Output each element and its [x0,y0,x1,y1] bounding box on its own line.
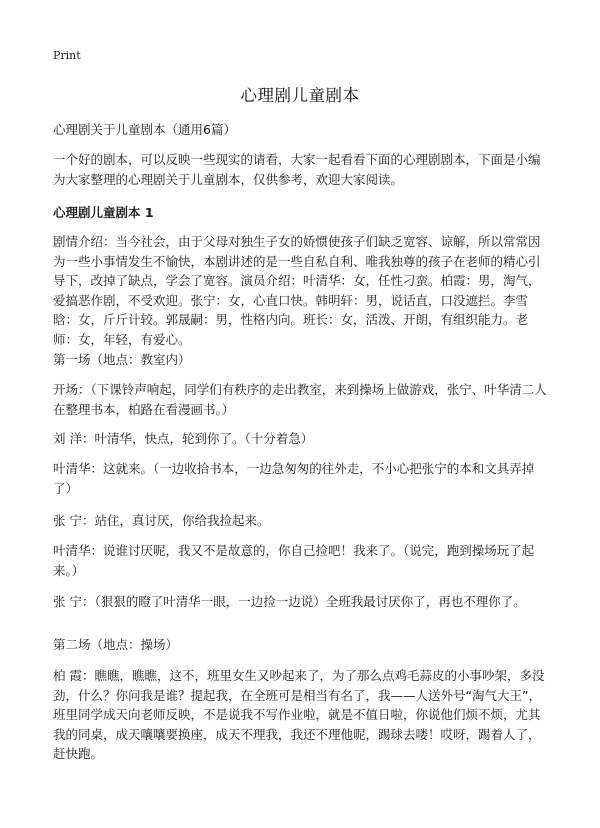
page-title: 心理剧儿童剧本 [240,86,360,105]
document-subtitle: 心理剧关于儿童剧本（通用6篇） [53,122,236,137]
dialogue-line-bai: 柏 霞：瞧瞧，瞧瞧，这不，班里女生又吵起来了，为了那么点鸡毛蒜皮的小事吵架，多没劲，什么？你问我是谁？提起我，在全班可是相当有名了，我——人送外号“淘气大王”，班里同学成天向老师反映，不是说我不写作业啦，就是不值日啦，你说他们烦不烦，尤其我的同桌，成天嚷嚷要换座，成天不理我，我还不理他呢，踢球去喽！哎呀，踢着人了，赶快跑。 [53,668,545,761]
plot-intro-paragraph: 剧情介绍：当今社会，由于父母对独生子女的娇惯使孩子们缺乏宽容、谅解，所以常常因为一些小事情发生不愉快，本剧讲述的是一些自私自利、唯我独尊的孩子在老师的精心引导下，改掉了缺点，学会了宽容。演员介绍：叶清华：女，任性刁蛮。柏霞：男，淘气，爱搞恶作剧，不受欢迎。张宁：女，心直口快。韩明轩：男，说话直，口没遮拦。李雪晗：女，斤斤计较。郭晟嗣：男，性格内向。班长：女，活泼、开朗，有组织能力。老师：女，年轻，有爱心。 [53,234,541,347]
dialogue-line-liu: 刘 洋：叶清华，快点，轮到你了。（十分着急） [53,431,314,446]
print-link[interactable]: Print [53,49,81,62]
scene1-opening: 开场：（下课铃声响起，同学们有秩序的走出教室，来到操场上做游戏，张宁、叶华清二人在整理书本，柏路在看漫画书。） [53,382,547,417]
scene2-heading: 第二场（地点：操场） [53,637,179,652]
dialogue-line-ye-2: 叶清华：说谁讨厌呢，我又不是故意的，你自己捡吧！我来了。（说完，跑到操场玩了起来。） [53,543,535,578]
dialogue-line-ye-1: 叶清华：这就来。（一边收拾书本，一边急匆匆的往外走，不小心把张宁的本和文具弄掉了） [53,461,535,496]
dialogue-line-zhang-2: 张 宁：（狠狠的瞪了叶清华一眼，一边捡一边说）全班我最讨厌你了，再也不理你了。 [53,594,526,609]
intro-paragraph: 一个好的剧本，可以反映一些现实的请看，大家一起看看下面的心理剧剧本，下面是小编为大家整理的心理剧关于儿童剧本，仅供参考，欢迎大家阅读。 [53,152,541,187]
scene1-heading: 第一场（地点：教室内） [53,352,191,367]
section-heading: 心理剧儿童剧本 1 [53,205,154,220]
dialogue-line-zhang-1: 张 宁：站住，真讨厌，你给我捡起来。 [53,513,270,528]
